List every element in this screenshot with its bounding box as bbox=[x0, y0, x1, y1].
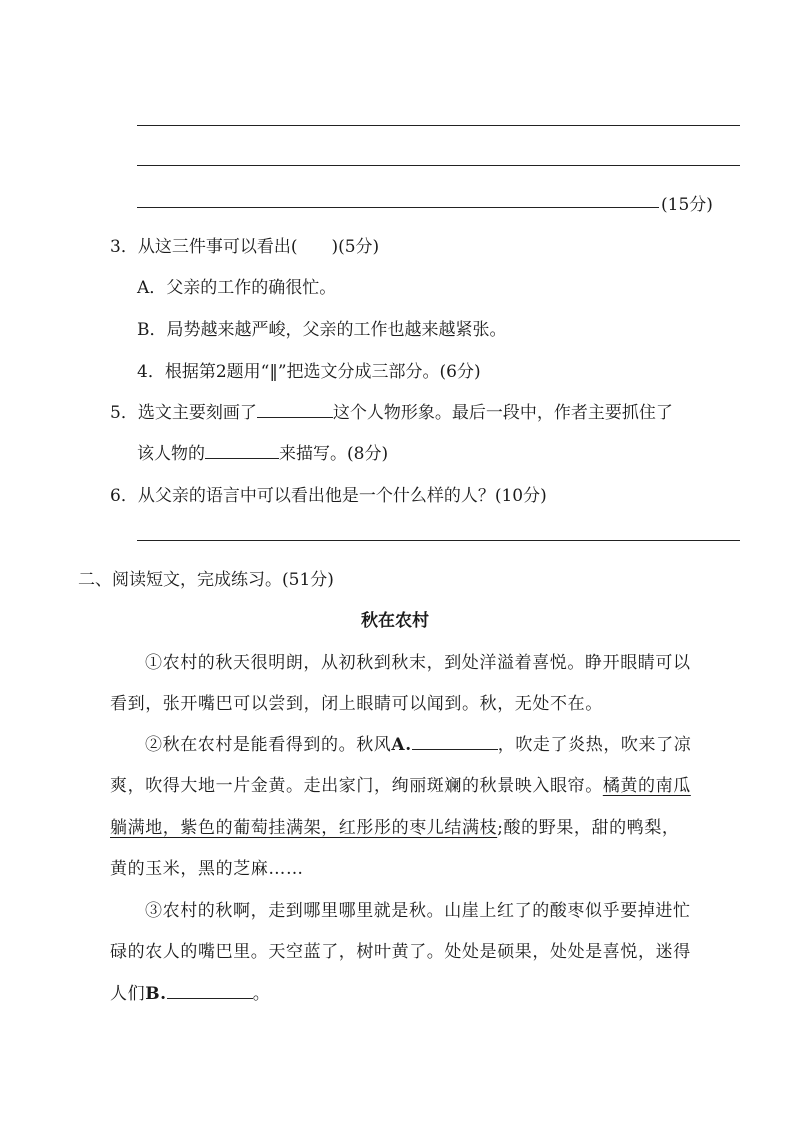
passage-p1-line-2: 看到，张开嘴巴可以尝到，闭上眼睛可以闻到。秋，无处不在。 bbox=[110, 694, 603, 714]
q2-score: (15分) bbox=[661, 195, 713, 215]
passage-title: 秋在农村 bbox=[361, 611, 429, 631]
blank-a[interactable] bbox=[412, 749, 498, 750]
passage-p2-line-4: 黄的玉米，黑的芝麻…… bbox=[110, 859, 304, 879]
passage-p1-line-1: ①农村的秋天很明朗，从初秋到秋末，到处洋溢着喜悦。睁开眼睛可以 bbox=[145, 653, 691, 673]
passage-p2-line-3 bbox=[110, 813, 680, 838]
q3-option-a[interactable]: A．父亲的工作的确很忙。 bbox=[137, 278, 337, 298]
passage-p2-line-2 bbox=[110, 771, 691, 796]
q6-answer-line[interactable] bbox=[137, 540, 740, 541]
answer-line-2[interactable] bbox=[137, 165, 740, 166]
passage-p3-line-3 bbox=[110, 979, 270, 1004]
blank-a-label: A. bbox=[391, 735, 412, 755]
section-2-heading: 二、阅读短文，完成练习。(51分) bbox=[78, 570, 334, 590]
q5-prefix: 5．选文主要刻画了 bbox=[110, 403, 257, 423]
q5-line2-prefix: 该人物的 bbox=[137, 444, 205, 464]
p2-line3-text: ;酸的野果，甜的鸭梨， bbox=[497, 818, 680, 838]
q5-line2-suffix: 来描写。(8分) bbox=[279, 444, 389, 464]
question-4: 4．根据第2题用“‖”把选文分成三部分。(6分) bbox=[137, 362, 481, 382]
answer-line-1[interactable] bbox=[137, 125, 740, 126]
passage-p3-line-2: 碌的农人的嘴巴里。天空蓝了，树叶黄了。处处是硕果，处处是喜悦，迷得 bbox=[110, 942, 691, 962]
p2-text-a: ②秋在农村是能看得到的。秋风 bbox=[145, 735, 392, 755]
p2-text-b: ，吹走了炎热，吹来了凉 bbox=[497, 735, 692, 755]
passage-p2-line-1 bbox=[145, 730, 691, 755]
blank-b-label: B. bbox=[145, 984, 167, 1004]
q3-option-b[interactable]: B．局势越来越严峻，父亲的工作也越来越紧张。 bbox=[137, 320, 507, 340]
p2-line2-text: 爽，吹得大地一片金黄。走出家门，绚丽斑斓的秋景映入眼帘。 bbox=[110, 776, 603, 796]
answer-line-3[interactable] bbox=[137, 207, 659, 208]
p2-underlined-2: 躺满地，紫色的葡萄挂满架，红彤彤的枣儿结满枝 bbox=[110, 818, 498, 838]
question-5-line-1 bbox=[110, 398, 673, 423]
p2-underlined-1: 橘黄的南瓜 bbox=[602, 776, 691, 796]
p3-line3-end: 。 bbox=[252, 984, 271, 1004]
p3-line3-text: 人们 bbox=[110, 984, 146, 1004]
blank-b[interactable] bbox=[167, 998, 253, 999]
question-3: 3．从这三件事可以看出( )(5分) bbox=[110, 237, 380, 257]
passage-p3-line-1: ③农村的秋啊，走到哪里哪里就是秋。山崖上红了的酸枣似乎要掉进忙 bbox=[145, 901, 691, 921]
q5-blank-1[interactable] bbox=[257, 417, 333, 418]
question-6: 6．从父亲的语言中可以看出他是一个什么样的人？(10分) bbox=[110, 486, 547, 506]
question-5-line-2 bbox=[137, 439, 388, 464]
q5-suffix: 这个人物形象。最后一段中，作者主要抓住了 bbox=[332, 403, 673, 423]
q5-blank-2[interactable] bbox=[205, 458, 279, 459]
